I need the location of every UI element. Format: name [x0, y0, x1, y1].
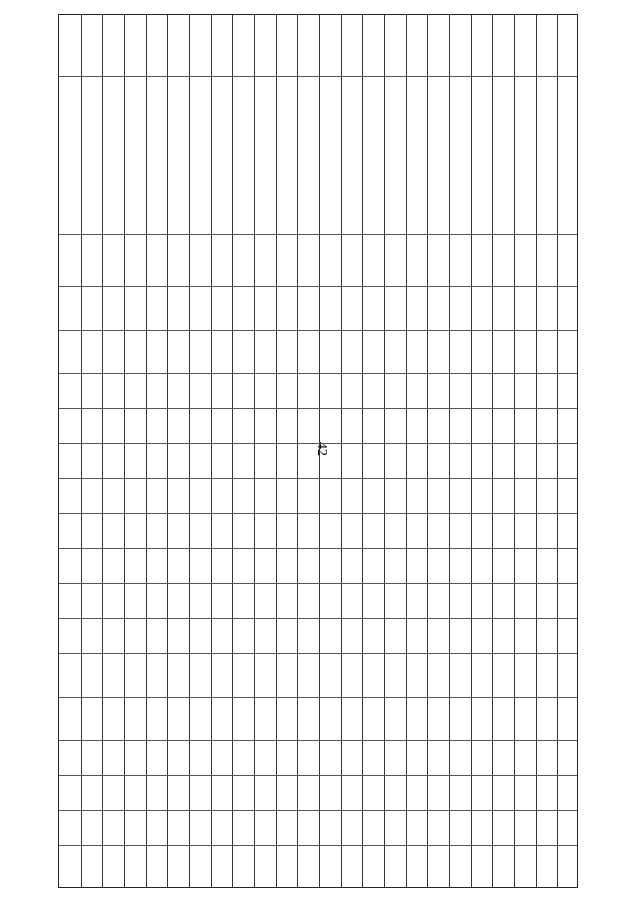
table-row-rule [514, 15, 515, 887]
table-column-rule [59, 845, 577, 846]
table-row-rule [102, 15, 103, 887]
table-row-rule [297, 15, 298, 887]
table-column-rule [59, 653, 577, 654]
table-column-rule [59, 740, 577, 741]
table-column-rule [59, 330, 577, 331]
table-row-rule [362, 15, 363, 887]
table-column-rule [59, 443, 577, 444]
table-row-rule [449, 15, 450, 887]
table-row-rule [254, 15, 255, 887]
table-column-rule [59, 548, 577, 549]
table-row-rule [124, 15, 125, 887]
table-row-rule [167, 15, 168, 887]
table-column-rule [59, 373, 577, 374]
table-column-rule [59, 583, 577, 584]
table-row-rule [189, 15, 190, 887]
page-number: 42 [314, 442, 329, 456]
table-row-rule [492, 15, 493, 887]
table-column-rule [59, 234, 577, 235]
table-column-rule [59, 775, 577, 776]
table-column-rule [59, 76, 577, 77]
table-row-rule [427, 15, 428, 887]
table-row-rule [557, 15, 558, 887]
table-column-rule [59, 478, 577, 479]
table-row-rule [232, 15, 233, 887]
table-row-rule [81, 15, 82, 887]
table-row-rule [211, 15, 212, 887]
table-row-rule [536, 15, 537, 887]
table-column-rule [59, 408, 577, 409]
table-column-rule [59, 618, 577, 619]
table-row-rule [471, 15, 472, 887]
table-row-rule [276, 15, 277, 887]
table-column-rule [59, 697, 577, 698]
table-row-rule [146, 15, 147, 887]
table-column-rule [59, 286, 577, 287]
table-column-rule [59, 810, 577, 811]
table-column-rule [59, 513, 577, 514]
table-row-rule [319, 15, 320, 887]
table-row-rule [384, 15, 385, 887]
table-row-rule [341, 15, 342, 887]
table-row-rule [406, 15, 407, 887]
data-table [58, 14, 578, 888]
